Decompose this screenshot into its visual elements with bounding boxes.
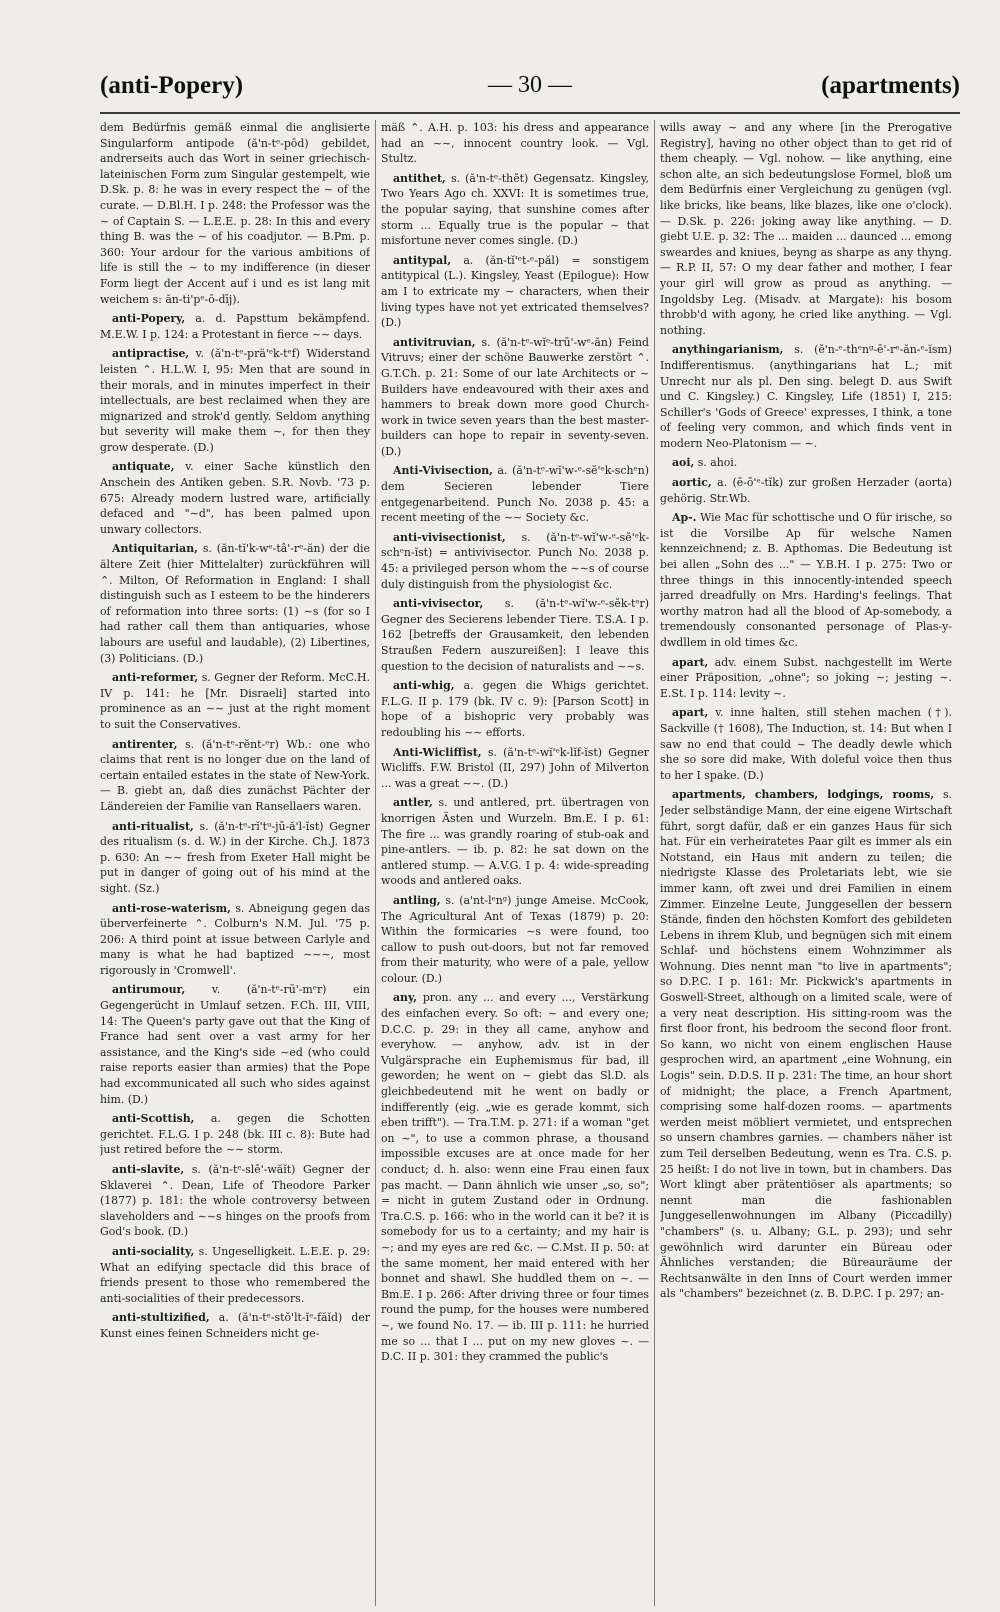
entry-headword: apart, [672, 706, 709, 720]
header-right-guide-word: (apartments) [821, 72, 960, 99]
entry-headword: Antiquitarian, [112, 542, 198, 556]
entry-text: a. d. Papsttum bekämpfend. M.E.W. I p. 124: a Protestant in fierce ∼∼ days. [100, 312, 370, 341]
entry-headword: anti-vivisectionist, [393, 530, 506, 544]
entry-text: a. gegen die Whigs gerichtet. F.L.G. II p. 179 (bk. IV c. 9): [Parson Scott] in hope of a bishopric very probably was redoubling his ∼∼ efforts. [381, 679, 649, 739]
entry-headword: anti-Scottish, [112, 1112, 195, 1126]
entry-headword: anti-rose-waterism, [112, 901, 231, 915]
entry-text: s. (ă'n-tᵉ-rĭ'tᵘ-jū-ă'l-ĭst) Gegner des ritualism (s. d. W.) in der Kirche. Ch.J. 1873 p. 630: An ∼∼ fresh from Exeter Hall might be put in danger of going out of his mind at the sight. (Sz.) [100, 819, 370, 895]
entry-headword: anti-Popery, [112, 312, 186, 326]
dictionary-entry [660, 510, 952, 650]
dictionary-entry [100, 459, 370, 537]
dictionary-entry [100, 1162, 370, 1240]
dictionary-entry [100, 670, 370, 732]
entry-text: s. Jeder selbständige Mann, der eine eigene Wirtschaft führt, sorgt dafür, daß er ein ganzes Haus für sich hat. Für ein verheiratetes Paar gilt es immer als ein Notstand, ein Haus mit andern zu teilen; die niedrigste Klasse des Proletariats lebt, wie sie immer kann, oft zwei und drei Familien in einem Zimmer. Einzelne Leute, Junggesellen der bessern Stände, finden den höchsten Komfort des gebildeten Lebens in ihrem Klub, und begnügen sich mit einem Schlaf- und höchstens einem Wohnzimmer als Wohnung. Dies nennt man "to live in apartments"; so D.P.C. I p. 161: Mr. Pickwick's apartments in Goswell-Street, although on a limited scale, were of a very neat description. His sitting-room was the first floor front, his bedroom the second floor front. So kann, wo nicht von einem englischen Hause gesprochen wird, an apartment „eine Wohnung, ein Logis" sein. D.D.S. II p. 231: The time, an hour short of midnight; the place, a French Apartment, comprising some half-dozen rooms. — apartments werden meist möbliert vermietet, und entsprechen so unsern chambres garnies. — chambers näher ist zum Teil derselben Bedeutung, wenn es Tra. C.S. p. 25 heißt: I do not live in town, but in chambers. Das Wort klingt aber prätentiöser als apartments; so nennt man die fashionablen Junggesellenwohnungen im Albany (Piccadilly) "chambers" (s. u. Albany; G.L. p. 293); und sehr gewöhnlich wird darunter ein Büreau oder Ähnliches verstanden; die Büreauräume der Rechtsanwälte in den Inns of Court werden immer als "chambers" bezeichnet (z. B. D.P.C. I p. 297; an- [660, 788, 952, 1301]
dictionary-entry [100, 120, 370, 307]
entry-text: s. (ă'n-tᵉ-wĭ'w-ᵉ-sĕk-tᵉr) Gegner des Secierens lebender Tiere. T.S.A. I p. 162 [betreffs der Grausamkeit, den lebenden Straußen Federn auszureißen]: I leave this question to the decision of naturalists and ∼∼s. [381, 597, 649, 673]
header-left-guide-word: (anti-Popery) [100, 72, 244, 99]
entry-text: adv. einem Subst. nachgestellt im Werte einer Präposition, „ohne"; so joking ∼; jesting ∼. E.St. I p. 114: levity ∼. [660, 655, 952, 700]
dictionary-entry [381, 253, 649, 331]
column-3 [660, 120, 952, 1606]
column-divider [375, 120, 376, 1606]
dictionary-entry [100, 1244, 370, 1306]
entry-text: a. (ă'n-tᵉ-wĭ'w-ᵉ-sĕ'ᵉk-schᵉn) dem Secieren lebender Tiere entgegenarbeitend. Punch No. 2038 p. 45: a recent meeting of the ∼∼ Society &c. [381, 464, 649, 525]
dictionary-entry [381, 745, 649, 792]
page-header [100, 72, 960, 116]
entry-text: a. (ăn-tĭ'ᵉt-ᵉ-păl) = sonstigem antitypical (L.). Kingsley, Yeast (Epilogue): How am I to extricate my ∼ characters, when their living types have not yet extricated themselves? (D.) [381, 253, 649, 330]
dictionary-entry [381, 530, 649, 592]
entry-text: s. Abneigung gegen das überverfeinerte ⌃. Colburn's N.M. Jul. '75 p. 206: A third point at issue between Carlyle and many is what he had baptized ∼∼∼, most rigorously in 'Cromwell'. [100, 901, 370, 977]
entry-headword: apartments, chambers, lodgings, rooms, [672, 788, 935, 802]
dictionary-entry [100, 1111, 370, 1158]
entry-headword: Ap-. [672, 511, 697, 525]
entry-headword: apart, [672, 655, 709, 669]
entry-headword: anti-whig, [393, 679, 455, 693]
entry-text: s. ahoi. [697, 456, 738, 470]
entry-text: v. inne halten, still stehen machen (†). Sackville († 1608), The Induction, st. 14: But when I saw no end that could ∼ The deadly dewle which she so sore did make, With doleful voice then thus to her I spake. (D.) [660, 706, 952, 782]
dictionary-entry [381, 463, 649, 525]
entry-text: s. (ă'n-tᵉ-slē'-wăĭt) Gegner der Sklaverei ⌃. Dean, Life of Theodore Parker (1877) p. 181: the whole controversy between slaveholders and ∼∼s hinges on the proofs from God's book. (D.) [100, 1163, 370, 1239]
dictionary-entry [100, 982, 370, 1107]
entry-text: s. (ĕ'n-ᵉ-thᵉnᵍ-ē'-rᵉ-ăn-ᵉ-ĭsm) Indifferentismus. (anythingarians hat L.; mit Unrecht nur als pl. Den sing. belegt D. aus Swift und C. Kingsley.) C. Kingsley, Life (1851) I, 215: Schiller's 'Gods of Greece' expresses, I think, a tone of feeling very common, and which finds vent in modern Neo-Platonism — ∼. [660, 343, 952, 450]
entry-text: s. (ă'n-tᵉ-wĭᵉ-trū'-wᵉ-ăn) Feind Vitruvs; einer der schöne Bauwerke zerstört ⌃. G.T.Ch. p. 21: Some of our late Architects or ∼ Builders have endeavoured with their axes and hammers to break down more good Church-work in twice seven years than the best master-builders can hope to repair in seventy-seven. (D.) [381, 335, 649, 458]
dictionary-entry [660, 455, 952, 471]
column-2 [381, 120, 649, 1606]
dictionary-entry [660, 475, 952, 506]
entry-headword: antithet, [393, 171, 446, 185]
entry-text: s. (ă'n-tᵉ-wĭ'w-ᵉ-sĕ'ᵉk-schᵉn-ĭst) = antivivisector. Punch No. 2038 p. 45: a privileged person whom the ∼∼s of course duly distinguish from the physiologist &c. [381, 530, 649, 591]
entry-headword: Anti-Vivisection, [393, 464, 493, 478]
dictionary-entry [381, 990, 649, 1364]
entry-headword: antiquate, [112, 460, 175, 474]
dictionary-entry [381, 171, 649, 249]
entry-headword: anti-slavite, [112, 1163, 185, 1176]
entry-text: s. (ăn-tĭ'k-wᵉ-tâ'-rᵉ-ăn) der die ältere Zeit (hier Mittelalter) zurückführen will ⌃. Milton, Of Reformation in England: I shall distinguish such as I esteem to be the hinderers of reformation into three sorts: (1) ∼s (for so I had rather call them than antiquaries, whose labours are useful and laudable), (2) Libertines, (3) Politicians. (D.) [100, 542, 370, 665]
dictionary-entry [381, 795, 649, 889]
dictionary-entry [381, 120, 649, 167]
dictionary-entry [381, 893, 649, 987]
entry-text: s. und antlered, prt. übertragen von knorrigen Ästen und Wurzeln. Bm.E. I p. 61: The fire ... was grandly roaring of stub-oak and pine-antlers. — ib. p. 82: he sat down on the antlered stump. — A.V.G. I p. 4: wide-spreading woods and antlered oaks. [381, 796, 649, 888]
dictionary-entry [100, 346, 370, 455]
entry-headword: antipractise, [112, 347, 190, 361]
entry-headword: anythingarianism, [672, 343, 784, 357]
dictionary-entry [660, 655, 952, 702]
entry-headword: anti-vivisector, [393, 597, 484, 611]
entry-headword: anti-ritualist, [112, 819, 194, 833]
entry-headword: anti-sociality, [112, 1244, 195, 1258]
entry-text: v. (ă'n-tᵉ-rū'-mᵉr) ein Gegengerücht in Umlauf setzen. F.Ch. III, VIII, 14: The Queen's party gave out that the King of France had sent over a vast army for her assistance, and the King's side ∼ed (who could raise reports easier than armies) that the Pope had excommunicated all such who sides against him. (D.) [100, 983, 370, 1106]
dictionary-entry [100, 311, 370, 342]
entry-headword: any, [393, 991, 418, 1005]
column-1 [100, 120, 370, 1606]
entry-text: a. gegen die Schotten gerichtet. F.L.G. I p. 248 (bk. III c. 8): Bute had just retired before the ∼∼ storm. [100, 1112, 370, 1157]
dictionary-entry [660, 342, 952, 451]
entry-headword: antirumour, [112, 983, 186, 997]
dictionary-entry [100, 819, 370, 897]
dictionary-entry [100, 541, 370, 666]
dictionary-entry [100, 901, 370, 979]
entry-text: s. (ă'n-tᵉ-wĭ'ᵉk-lĭf-ĭst) Gegner Wicliffs. F.W. Bristol (II, 297) John of Milverton ... was a great ∼∼. (D.) [381, 745, 649, 790]
entry-headword: anti-reformer, [112, 671, 199, 685]
dictionary-entry [100, 737, 370, 815]
entry-headword: antirenter, [112, 737, 178, 751]
entry-headword: Anti-Wicliffist, [393, 745, 482, 759]
entry-headword: aoi, [672, 456, 695, 470]
entry-headword: antler, [393, 796, 433, 810]
entry-text: dem Bedürfnis gemäß einmal die anglisierte Singularform antipode (ă'n-tᵉ-pōd) gebildet, andrerseits auch das Wort in seiner griechisch-lateinischen Form zum Singular gestempelt, wie D.Sk. p. 8: he was in every respect the ∼ of the curate. — D.Bl.H. I p. 248: the Professor was the ∼ of Captain S. — L.E.E. p. 28: In this and every thing B. was the ∼ of his coadjutor. — B.Pm. p. 360: Your ardour for the various ambitions of life is still the ∼ to my indifference (in dieser Form liegt der Accent auf i und es ist lang mit weichem s: ăn-ti'pᵉ-ō-dīj). [100, 121, 370, 306]
entry-headword: antling, [393, 893, 441, 907]
dictionary-entry [660, 787, 952, 1302]
entry-text: s. (ă'n-tᵉ-thĕt) Gegensatz. Kingsley, Two Years Ago ch. XXVI: It is sometimes true, the popular saying, that sunshine comes after storm ... Equally true is the popular ∼ that misfortune never comes single. (D.) [381, 171, 649, 248]
header-rule [100, 112, 960, 114]
entry-text: a. (ă'n-tᵉ-stŏ'lt-ĭᵉ-făĭd) der Kunst eines feinen Schneiders nicht ge- [100, 1311, 370, 1340]
page-number: — 30 — [488, 72, 572, 98]
dictionary-entry [100, 1310, 370, 1341]
entry-headword: aortic, [672, 476, 712, 490]
entry-text: wills away ∼ and any where [in the Prerogative Registry], having no other object than to get rid of them cheaply. — Vgl. nohow. — like anything, eine schon alte, an sich bedeutungslose Formel, bloß um dem Bedürfnis einer Vergleichung zu genügen (vgl. like bricks, like beans, like blazes, like one o'clock). — D.Sk. p. 226: joking away like anything. — D. giebt U.E. p. 32: The ... maiden ... daunced ... emong sweardes and kniues, beyng as sharpe as any thyng. — R.P. II, 57: O my dear father and mother, I fear your girl will grow as proud as anything. — Ingoldsby Leg. (Misadv. at Margate): his bosom throbb'd with agony, he cried like anything. — Vgl. nothing. [660, 121, 952, 337]
column-divider [654, 120, 655, 1606]
entry-text: v. einer Sache künstlich den Anschein des Antiken geben. S.R. Novb. '73 p. 675: Already modern lustred ware, artificially defaced and "∼d", has been palmed upon unwary collectors. [100, 460, 370, 536]
dictionary-entry [381, 335, 649, 460]
dictionary-entry [381, 678, 649, 740]
entry-headword: antitypal, [393, 253, 452, 267]
entry-text: v. (ă'n-tᵉ-prä'ᵉk-tᵉf) Widerstand leisten ⌃. H.L.W. I, 95: Men that are sound in their morals, and in minutes imperfect in their intellectuals, are best reclaimed when they are mignarized and strok'd gently. Seldom anything but severity will make them ∼, for then they grow desperate. (D.) [100, 347, 370, 454]
entry-text: Wie Mac für schottische und O für irische, so ist die Vorsilbe Ap für welsche Namen kennzeichnend; z. B. Apthomas. Die Bedeutung ist bei allen „Sohn des ..." — Y.B.H. I p. 275: Two or three things in this innocently-intended speech jarred dreadfully on Mrs. Harding's feelings. That worthy matron had all the blood of Ap-somebody, a tremendously consonanted personage of Plas-y-dwdllem in old times &c. [660, 511, 952, 649]
entry-text: pron. any ... and every ..., Verstärkung des einfachen every. So oft: ∼ and every one; D.C.C. p. 29: in they all came, anyhow and everyhow. — anyhow, adv. ist in der Vulgärsprache ein Euphemismus für bad, ill geworden; he went on ∼ giebt das Sl.D. als gleichbedeutend mit he went on badly or indifferently (eig. „wie es gerade kommt, sich eben trifft"). — Tra.T.M. p. 271: if a woman "get on ∼", to use a common phrase, a thousand impossible excuses are at once made for her conduct; d. h. also: wenn eine Frau einen faux pas macht. — Dann ähnlich wie unser „so, so"; = nicht in gutem Zustand oder in Ordnung. Tra.C.S. p. 166: who in the world can it be? it is somebody for us to a certainty; and my hair is ∼; and my eyes are red &c. — C.Mst. II p. 50: at the same moment, her maid entered with her bonnet and shawl. She huddled them on ∼. — Bm.E. I p. 266: After driving three or four times round the pump, for the houses were numbered ∼, we found No. 17. — ib. III p. 111: he hurried me so ... that I ... put on my new gloves ∼. — D.C. II p. 301: they crammed the public's [381, 991, 649, 1364]
entry-headword: antivitruvian, [393, 335, 476, 349]
dictionary-entry [660, 120, 952, 338]
entry-text: s. (a'nt-lᵉnᵍ) junge Ameise. McCook, The Agricultural Ant of Texas (1879) p. 20: Within the formicaries ∼s were found, too callow to push out-doors, but not far removed from their maturity, who were of a pale, yellow colour. (D.) [381, 893, 649, 985]
dictionary-entry [381, 596, 649, 674]
dictionary-entry [660, 705, 952, 783]
entry-headword: anti-stultizified, [112, 1311, 210, 1325]
entry-text: mäß ⌃. A.H. p. 103: his dress and appearance had an ∼∼, innocent country look. — Vgl. Stultz. [381, 121, 649, 166]
entry-text: s. (ă'n-tᵉ-rĕnt-ᵉr) Wb.: one who claims that rent is no longer due on the land of certain entailed estates in the state of New-York. — B. giebt an, daß dies zunächst Pächter der Ländereien der Familie van Ransellaers waren. [100, 737, 370, 813]
entry-text: a. (ē-ō'ᵉ-tĭk) zur großen Herzader (aorta) gehörig. Str.Wb. [660, 476, 952, 505]
entry-text: s. Ungeselligkeit. L.E.E. p. 29: What an edifying spectacle did this brace of friends present to those who remembered the anti-socialities of their predecessors. [100, 1244, 370, 1305]
entry-text: s. Gegner der Reform. McC.H. IV p. 141: he [Mr. Disraeli] started into prominence as an ∼∼ just at the right moment to suit the Conservatives. [100, 671, 370, 731]
